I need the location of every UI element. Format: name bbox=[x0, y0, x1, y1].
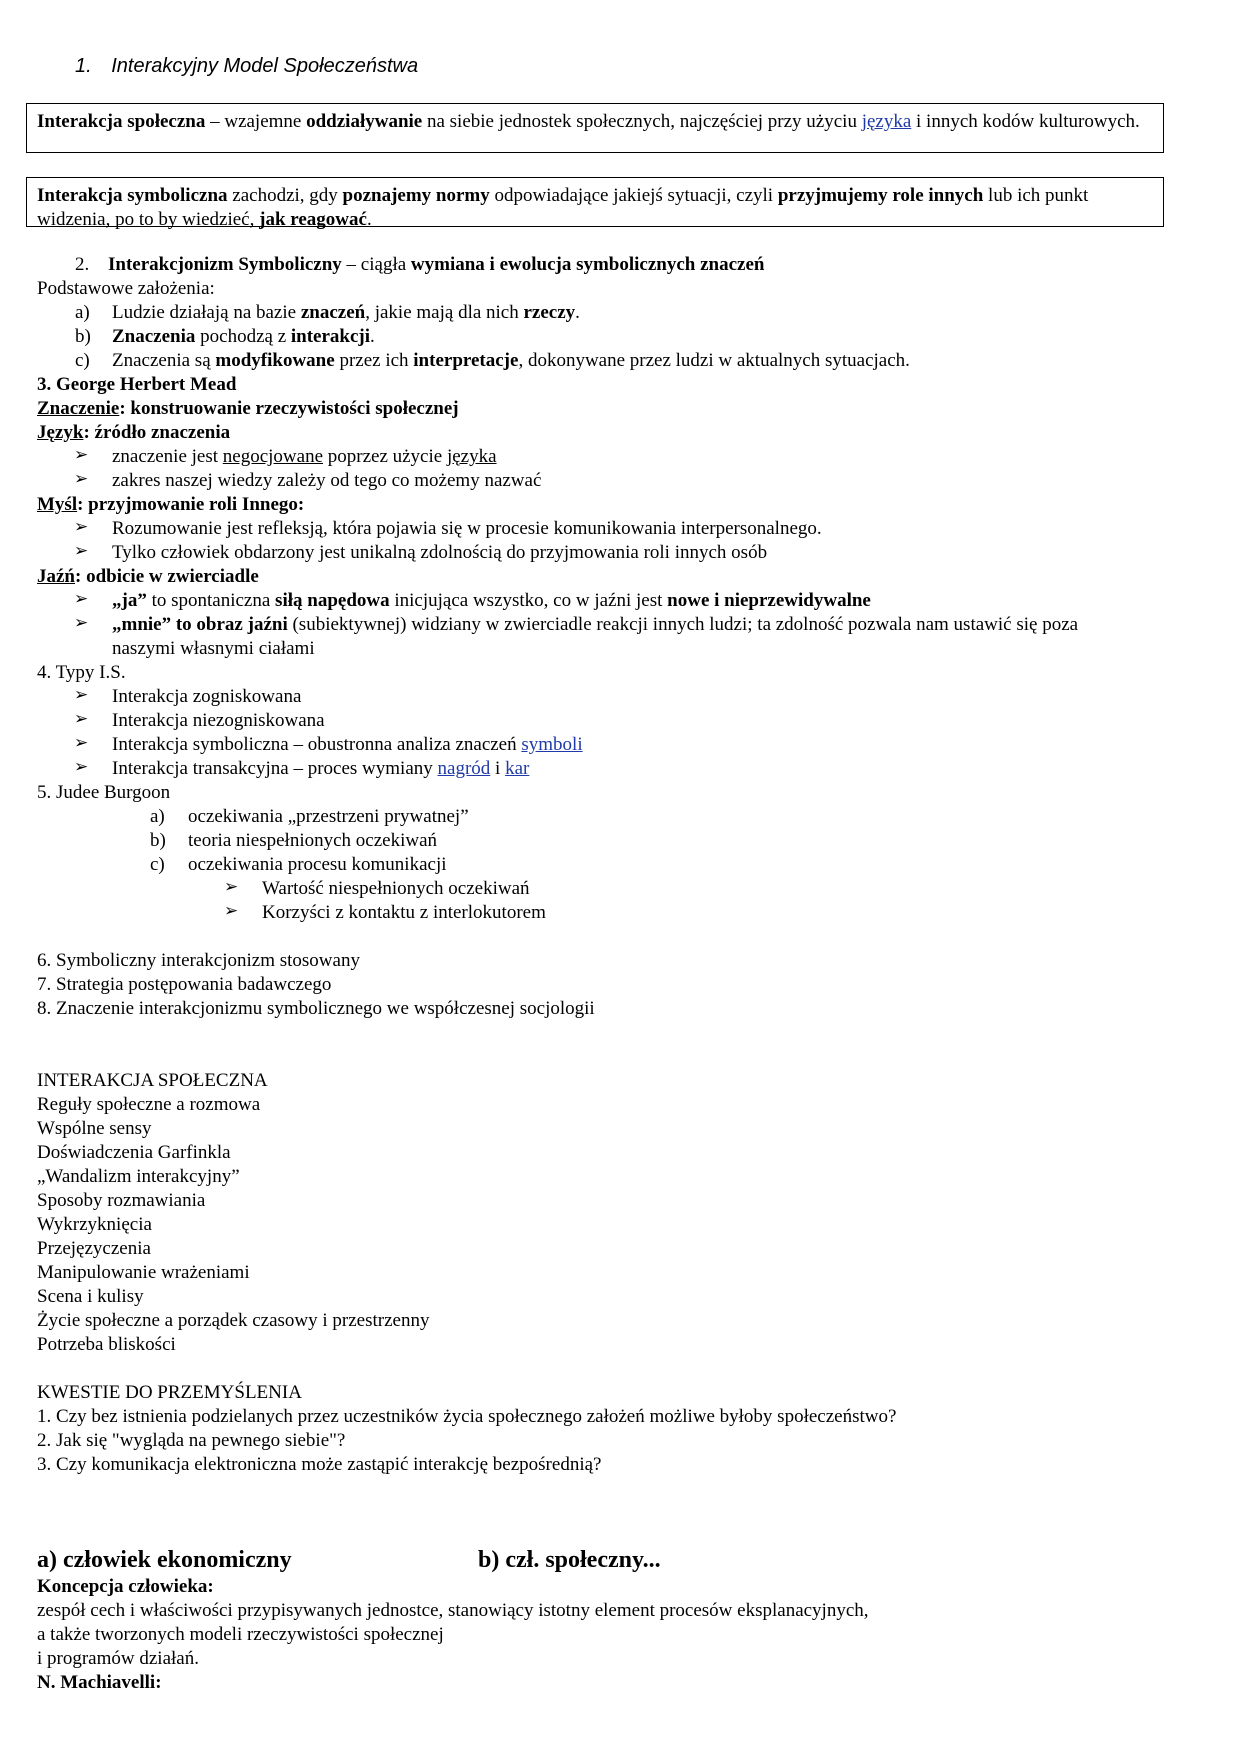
assumptions-intro: Podstawowe założenia: bbox=[37, 278, 215, 299]
term: modyfikowane bbox=[215, 350, 335, 371]
text: : przyjmowanie roli Innego: bbox=[77, 494, 305, 515]
text: Interakcja transakcyjna – proces wymiany bbox=[112, 758, 438, 779]
arrow-bullet-icon: ➢ bbox=[74, 541, 89, 561]
koncepcja-line-1: zespół cech i właściwości przypisywanych jednostce, stanowiący istotny element procesów eksplanacyjnych, bbox=[37, 1600, 869, 1621]
burgoon-a-marker: a) bbox=[150, 806, 165, 827]
text: . bbox=[366, 209, 372, 230]
text: i innych kodów kulturowych. bbox=[911, 111, 1140, 132]
jezyk-point-1 bbox=[112, 445, 497, 469]
definition-box-social-interaction bbox=[26, 103, 1164, 153]
burgoon-a: oczekiwania „przestrzeni prywatnej” bbox=[188, 806, 469, 827]
text: : źródło znaczenia bbox=[83, 422, 231, 443]
term: jak reagować bbox=[259, 209, 367, 230]
term: „ja” bbox=[112, 590, 147, 611]
definition-box-symbolic-interaction bbox=[26, 177, 1164, 230]
arrow-bullet-icon: ➢ bbox=[74, 517, 89, 537]
section-8: 8. Znaczenie interakcjonizmu symbolicznego we współczesnej socjologii bbox=[37, 998, 595, 1019]
burgoon-c-point-1: Wartość niespełnionych oczekiwań bbox=[262, 878, 530, 899]
text: poprzez użycie bbox=[323, 446, 447, 467]
term: 3. George Herbert Mead bbox=[37, 374, 237, 395]
burgoon-b: teoria niespełnionych oczekiwań bbox=[188, 830, 438, 851]
term: wymiana i ewolucja symbolicznych znaczeń bbox=[410, 254, 765, 275]
term: Znaczenia bbox=[112, 326, 196, 347]
assumption-a bbox=[112, 301, 580, 325]
is-item: Scena i kulisy bbox=[37, 1286, 144, 1307]
term: negocjowane bbox=[222, 446, 323, 467]
is-item: Wspólne sensy bbox=[37, 1118, 152, 1139]
mysl-point-1: Rozumowanie jest refleksją, która pojawia się w procesie komunikowania interpersonalnego. bbox=[112, 518, 822, 539]
jazn-point-2-cont: naszymi własnymi ciałami bbox=[112, 638, 315, 659]
text: – wzajemne bbox=[205, 111, 307, 132]
text: – ciągła bbox=[341, 254, 411, 275]
section-6: 6. Symboliczny interakcjonizm stosowany bbox=[37, 950, 360, 971]
text: Interakcja symboliczna – obustronna analiza znaczeń bbox=[112, 734, 522, 755]
text: lub ich punkt widzenia, po to by wiedzieć, bbox=[37, 185, 1089, 230]
is-item: Przejęzyczenia bbox=[37, 1238, 151, 1259]
mysl-point-2: Tylko człowiek obdarzony jest unikalną zdolnością do przyjmowania roli innych osób bbox=[112, 542, 768, 563]
term: poznajemy normy bbox=[342, 185, 490, 206]
is-item: „Wandalizm interakcyjny” bbox=[37, 1166, 240, 1187]
type-2: Interakcja niezogniskowana bbox=[112, 710, 325, 731]
text: , jakie mają dla nich bbox=[365, 302, 524, 323]
text: pochodzą z bbox=[195, 326, 291, 347]
term: Interakcja społeczna bbox=[37, 111, 206, 132]
is-item: Doświadczenia Garfinkla bbox=[37, 1142, 231, 1163]
link-jezyka[interactable]: języka bbox=[861, 111, 912, 132]
koncepcja-line-3: i programów działań. bbox=[37, 1648, 199, 1669]
text: Ludzie działają na bazie bbox=[112, 302, 301, 323]
link-nagrod[interactable]: nagród bbox=[437, 758, 491, 779]
arrow-bullet-icon: ➢ bbox=[224, 877, 239, 897]
term: Myśl bbox=[37, 494, 78, 515]
term: interpretacje bbox=[413, 350, 519, 371]
jazn-point-1 bbox=[112, 589, 871, 613]
section-1-title: Interakcyjny Model Społeczeństwa bbox=[111, 55, 419, 77]
link-kar[interactable]: kar bbox=[505, 758, 530, 779]
text: to spontaniczna bbox=[146, 590, 276, 611]
section-5-heading: 5. Judee Burgoon bbox=[37, 782, 171, 803]
is-item: Manipulowanie wrażeniami bbox=[37, 1262, 250, 1283]
type-3 bbox=[112, 733, 583, 757]
term: rzeczy bbox=[523, 302, 576, 323]
term: przyjmujemy role innych bbox=[777, 185, 984, 206]
term: języka bbox=[446, 446, 497, 467]
mead-jezyk bbox=[37, 421, 230, 445]
text: : konstruowanie rzeczywistości społecznej bbox=[119, 398, 459, 419]
assumption-b bbox=[112, 325, 375, 349]
section-7: 7. Strategia postępowania badawczego bbox=[37, 974, 332, 995]
text: . bbox=[370, 326, 375, 347]
text: Znaczenia są bbox=[112, 350, 216, 371]
machiavelli-heading bbox=[37, 1671, 162, 1695]
is-item: Wykrzyknięcia bbox=[37, 1214, 152, 1235]
text: odpowiadające jakiejś sytuacji, czyli bbox=[489, 185, 778, 206]
section-1-heading bbox=[75, 55, 418, 78]
mead-jazn bbox=[37, 565, 259, 589]
term: Znaczenie bbox=[37, 398, 120, 419]
section-4-heading: 4. Typy I.S. bbox=[37, 662, 126, 683]
assumption-b-marker: b) bbox=[75, 326, 91, 347]
term: Interakcja symboliczna bbox=[37, 185, 228, 206]
term: interakcji bbox=[290, 326, 371, 347]
term: siłą napędowa bbox=[275, 590, 390, 611]
section-3-heading bbox=[37, 373, 236, 397]
burgoon-b-marker: b) bbox=[150, 830, 166, 851]
arrow-bullet-icon: ➢ bbox=[224, 901, 239, 921]
mead-znaczenie bbox=[37, 397, 459, 421]
text: (subiektywnej) widziany w zwierciadle reakcji innych ludzi; ta zdolność pozwala nam ustawić się poza bbox=[287, 614, 1079, 635]
term: N. Machiavelli: bbox=[37, 1672, 162, 1693]
kw-item: 2. Jak się "wygląda na pewnego siebie"? bbox=[37, 1430, 346, 1451]
section-2-heading bbox=[75, 253, 764, 277]
is-item: Potrzeba bliskości bbox=[37, 1334, 176, 1355]
is-title: INTERAKCJA SPOŁECZNA bbox=[37, 1070, 268, 1091]
is-item: Reguły społeczne a rozmowa bbox=[37, 1094, 261, 1115]
term: Język bbox=[37, 422, 84, 443]
text: . bbox=[575, 302, 580, 323]
type-1: Interakcja zogniskowana bbox=[112, 686, 302, 707]
text: : odbicie w zwierciadle bbox=[75, 566, 259, 587]
text: przez ich bbox=[334, 350, 414, 371]
type-4 bbox=[112, 757, 529, 781]
jezyk-point-2: zakres naszej wiedzy zależy od tego co możemy nazwać bbox=[112, 470, 542, 491]
text: na siebie jednostek społecznych, najczęściej przy użyciu bbox=[422, 111, 862, 132]
is-item: Sposoby rozmawiania bbox=[37, 1190, 206, 1211]
arrow-bullet-icon: ➢ bbox=[74, 613, 89, 633]
mead-mysl bbox=[37, 493, 304, 517]
burgoon-c-point-2: Korzyści z kontaktu z interlokutorem bbox=[262, 902, 546, 923]
text: i bbox=[490, 758, 506, 779]
term: Jaźń bbox=[37, 566, 75, 587]
arrow-bullet-icon: ➢ bbox=[74, 469, 89, 489]
kw-item: 3. Czy komunikacja elektroniczna może zastąpić interakcję bezpośrednią? bbox=[37, 1454, 602, 1475]
term: Interakcjonizm Symboliczny bbox=[108, 254, 342, 275]
term: „mnie” to obraz jaźni bbox=[112, 614, 288, 635]
jazn-point-2 bbox=[112, 613, 1078, 637]
burgoon-c: oczekiwania procesu komunikacji bbox=[188, 854, 447, 875]
term: nowe i nieprzewidywalne bbox=[667, 590, 871, 611]
kw-item: 1. Czy bez istnienia podzielanych przez uczestników życia społecznego założeń możliwe byłoby społeczeństwo? bbox=[37, 1406, 897, 1427]
arrow-bullet-icon: ➢ bbox=[74, 445, 89, 465]
koncepcja-heading bbox=[37, 1575, 214, 1599]
section-1-number: 1. bbox=[75, 55, 92, 77]
arrow-bullet-icon: ➢ bbox=[74, 733, 89, 753]
arrow-bullet-icon: ➢ bbox=[74, 757, 89, 777]
term: znaczeń bbox=[300, 302, 366, 323]
arrow-bullet-icon: ➢ bbox=[74, 709, 89, 729]
social-man-heading: b) czł. społeczny... bbox=[478, 1547, 661, 1573]
koncepcja-line-2: a także tworzonych modeli rzeczywistości społecznej bbox=[37, 1624, 444, 1645]
text: zachodzi, gdy bbox=[227, 185, 343, 206]
is-item: Życie społeczne a porządek czasowy i przestrzenny bbox=[37, 1310, 430, 1331]
assumption-c-marker: c) bbox=[75, 350, 90, 371]
kw-title: KWESTIE DO PRZEMYŚLENIA bbox=[37, 1382, 302, 1403]
text: , dokonywane przez ludzi w aktualnych sytuacjach. bbox=[518, 350, 910, 371]
term: oddziaływanie bbox=[306, 111, 423, 132]
text: inicjująca wszystko, co w jaźni jest bbox=[389, 590, 668, 611]
section-2-number: 2. bbox=[75, 254, 90, 275]
text: znaczenie jest bbox=[112, 446, 223, 467]
arrow-bullet-icon: ➢ bbox=[74, 589, 89, 609]
term: Koncepcja człowieka: bbox=[37, 1576, 214, 1597]
link-symboli[interactable]: symboli bbox=[521, 734, 583, 755]
burgoon-c-marker: c) bbox=[150, 854, 165, 875]
assumption-c bbox=[112, 349, 910, 373]
assumption-a-marker: a) bbox=[75, 302, 90, 323]
economic-man-heading: a) człowiek ekonomiczny bbox=[37, 1547, 292, 1573]
arrow-bullet-icon: ➢ bbox=[74, 685, 89, 705]
